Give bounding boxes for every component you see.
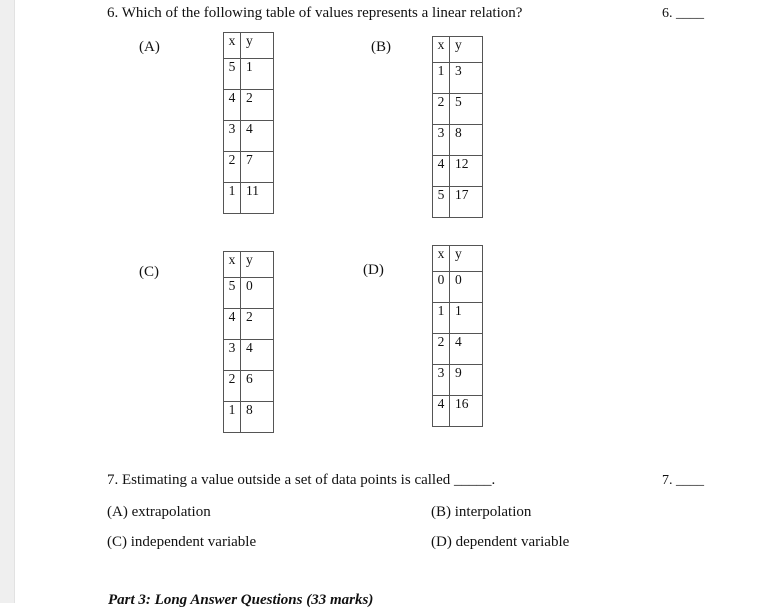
table-header-row	[433, 246, 483, 272]
question-7-answer-blank[interactable]: 7. ____	[662, 473, 704, 488]
x-value-cell: 4	[224, 90, 241, 121]
x-value-cell: 5	[224, 59, 241, 90]
y-value-cell: 8	[241, 402, 274, 433]
x-value-cell: 1	[433, 303, 450, 334]
x-value-cell: 2	[433, 334, 450, 365]
y-value-cell: 6	[241, 371, 274, 402]
x-value-cell: 0	[433, 272, 450, 303]
header-y-cell: y	[241, 33, 274, 59]
table-row	[224, 402, 274, 433]
x-value-cell: 3	[224, 340, 241, 371]
header-y-cell: y	[450, 37, 483, 63]
x-value-cell: 1	[224, 183, 241, 214]
table-row	[224, 371, 274, 402]
y-value-cell: 4	[241, 340, 274, 371]
header-x-cell: x	[224, 33, 241, 59]
table-row	[224, 340, 274, 371]
y-value-cell: 3	[450, 63, 483, 94]
table-row	[433, 334, 483, 365]
header-y-cell: y	[241, 252, 274, 278]
table-header-row	[224, 33, 274, 59]
table-row	[433, 272, 483, 303]
table-option-d	[432, 245, 483, 427]
table-row	[433, 396, 483, 427]
table-row	[433, 303, 483, 334]
x-value-cell: 1	[433, 63, 450, 94]
table-header-row	[224, 252, 274, 278]
y-value-cell: 16	[450, 396, 483, 427]
header-x-cell: x	[433, 37, 450, 63]
table-row	[433, 94, 483, 125]
y-value-cell: 11	[241, 183, 274, 214]
y-value-cell: 5	[450, 94, 483, 125]
x-value-cell: 5	[433, 187, 450, 218]
table-row	[433, 156, 483, 187]
table-row	[224, 59, 274, 90]
y-value-cell: 9	[450, 365, 483, 396]
y-value-cell: 1	[241, 59, 274, 90]
x-value-cell: 4	[433, 156, 450, 187]
table-row	[224, 278, 274, 309]
option-b-label: (B)	[371, 39, 391, 55]
q7-option-b: (B) interpolation	[431, 504, 532, 520]
option-d-label: (D)	[363, 262, 384, 278]
question-7-text: 7. Estimating a value outside a set of data points is called _____.	[107, 472, 496, 488]
page-margin-strip	[0, 0, 15, 603]
table-row	[224, 309, 274, 340]
x-value-cell: 3	[433, 125, 450, 156]
x-value-cell: 5	[224, 278, 241, 309]
x-value-cell: 3	[224, 121, 241, 152]
x-value-cell: 3	[433, 365, 450, 396]
question-6-text: 6. Which of the following table of values represents a linear relation?	[107, 5, 523, 21]
question-6-answer-blank[interactable]: 6. ____	[662, 6, 704, 21]
y-value-cell: 7	[241, 152, 274, 183]
header-x-cell: x	[433, 246, 450, 272]
y-value-cell: 4	[450, 334, 483, 365]
q7-option-a: (A) extrapolation	[107, 504, 211, 520]
y-value-cell: 17	[450, 187, 483, 218]
x-value-cell: 2	[433, 94, 450, 125]
y-value-cell: 0	[241, 278, 274, 309]
q7-option-c: (C) independent variable	[107, 534, 257, 550]
option-c-label: (C)	[139, 264, 159, 280]
y-value-cell: 0	[450, 272, 483, 303]
table-header-row	[433, 37, 483, 63]
x-value-cell: 1	[224, 402, 241, 433]
table-row	[224, 90, 274, 121]
y-value-cell: 1	[450, 303, 483, 334]
y-value-cell: 4	[241, 121, 274, 152]
y-value-cell: 2	[241, 309, 274, 340]
x-value-cell: 4	[433, 396, 450, 427]
x-value-cell: 4	[224, 309, 241, 340]
x-value-cell: 2	[224, 371, 241, 402]
table-row	[433, 365, 483, 396]
table-option-a	[223, 32, 274, 214]
y-value-cell: 12	[450, 156, 483, 187]
header-x-cell: x	[224, 252, 241, 278]
table-row	[224, 152, 274, 183]
table-row	[224, 121, 274, 152]
table-option-b	[432, 36, 483, 218]
part-3-heading: Part 3: Long Answer Questions (33 marks)	[108, 592, 374, 608]
table-option-c	[223, 251, 274, 433]
x-value-cell: 2	[224, 152, 241, 183]
q7-option-d: (D) dependent variable	[431, 534, 570, 550]
table-row	[433, 63, 483, 94]
table-row	[224, 183, 274, 214]
table-row	[433, 125, 483, 156]
y-value-cell: 8	[450, 125, 483, 156]
option-a-label: (A)	[139, 39, 160, 55]
table-row	[433, 187, 483, 218]
y-value-cell: 2	[241, 90, 274, 121]
header-y-cell: y	[450, 246, 483, 272]
